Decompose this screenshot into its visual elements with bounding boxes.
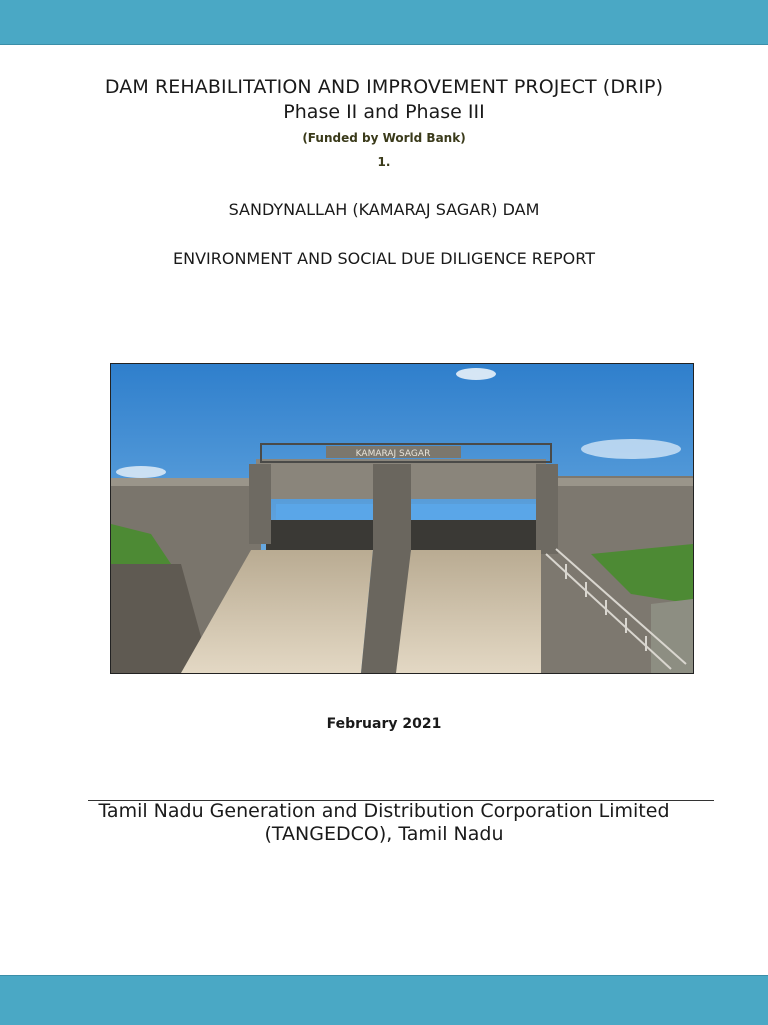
dam-name: SANDYNALLAH (KAMARAJ SAGAR) DAM xyxy=(228,200,540,219)
top-color-band xyxy=(0,0,768,45)
organization-line1: Tamil Nadu Generation and Distribution Corporation Limited xyxy=(98,800,670,822)
dam-sign-text: KAMARAJ SAGAR xyxy=(355,449,431,459)
project-phase: Phase II and Phase III xyxy=(283,101,485,123)
report-date: February 2021 xyxy=(326,716,442,732)
section-number: 1. xyxy=(377,155,391,169)
organization-line2: (TANGEDCO), Tamil Nadu xyxy=(264,823,504,845)
funding-note: (Funded by World Bank) xyxy=(302,131,466,145)
organization-name xyxy=(0,800,768,846)
bottom-color-band xyxy=(0,975,768,1025)
dam-photo xyxy=(110,363,694,674)
project-title: DAM REHABILITATION AND IMPROVEMENT PROJECT (DRIP) xyxy=(104,76,664,98)
report-title: ENVIRONMENT AND SOCIAL DUE DILIGENCE REPORT xyxy=(172,249,595,268)
